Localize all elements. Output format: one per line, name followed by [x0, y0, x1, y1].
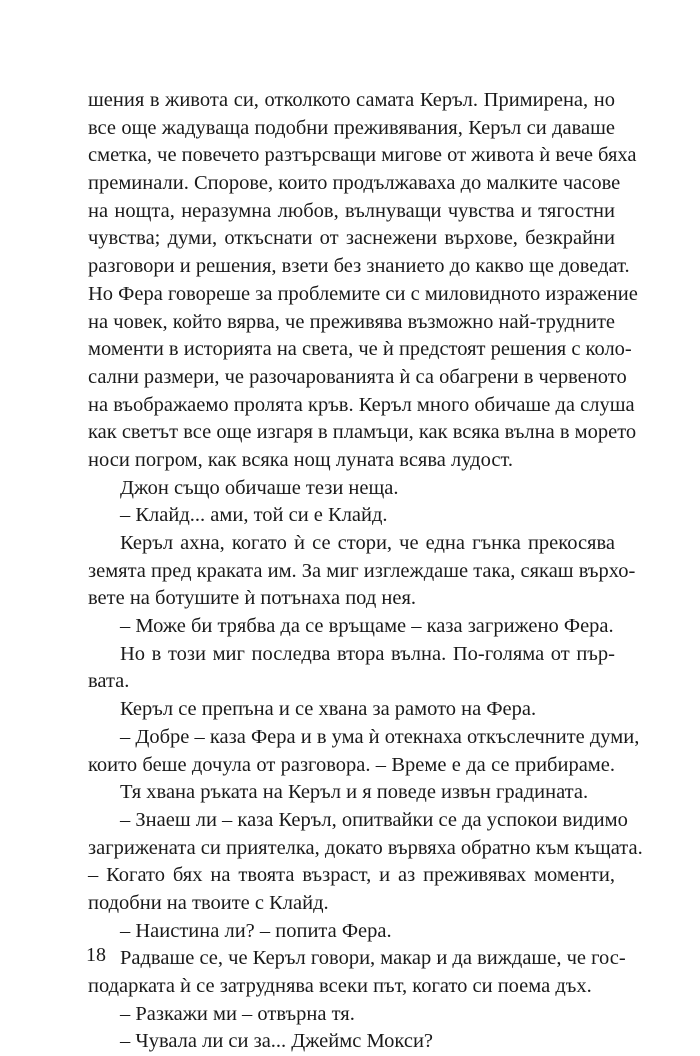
text-line: вата.	[88, 670, 130, 693]
text-line: сметка, че повечето разтърсващи мигове от живота ѝ вече бяха	[88, 144, 637, 167]
text-line: шения в живота си, отколкото самата Керъл. Примирена, но	[88, 89, 615, 111]
text-line: носи погром, как всяка нощ луната всява лудост.	[88, 448, 514, 471]
text-line: моменти в историята на света, че ѝ предстоят решения с коло-	[88, 338, 632, 361]
text-line: Но Фера говореше за проблемите си с миловидното изражение	[88, 282, 638, 305]
text-line: – Знаеш ли – каза Керъл, опитвайки се да успокои видимо	[120, 808, 628, 831]
text-line: – Разкажи ми – отвърна тя.	[120, 1002, 355, 1025]
text-line: Керъл се препъна и се хвана за рамото на Фера.	[120, 698, 537, 721]
text-line: Тя хвана ръката на Керъл и я поведе извън градината.	[120, 781, 589, 804]
text-line: – Клайд... ами, той си е Клайд.	[120, 504, 388, 527]
text-line: на човек, който вярва, че преживява възможно най-трудните	[88, 310, 615, 333]
text-line: Керъл ахна, когато ѝ се стори, че една гънка прекосява	[120, 532, 615, 554]
text-line: земята пред краката им. За миг изглеждаше така, сякаш върхо-	[88, 559, 636, 582]
text-line: как светът все още изгаря в пламъци, как всяка вълна в морето	[88, 421, 637, 444]
text-line: разговори и решения, взети без знанието до какво ще доведат.	[88, 255, 630, 278]
text-line: – Може би трябва да се връщаме – каза загрижено Фера.	[120, 615, 614, 638]
body-text	[88, 87, 643, 1056]
text-line: – Добре – каза Фера и в ума ѝ отекнаха откъслечните думи,	[120, 725, 640, 748]
text-line: подарката ѝ се затруднява всеки път, когато си поема дъх.	[88, 975, 592, 997]
text-line: все още жадуваща подобни преживявания, Керъл си даваше	[88, 116, 615, 139]
text-line: чувства; думи, откъснати от заснежени върхове, безкрайни	[88, 227, 615, 250]
text-line: преминали. Спорове, които продължаваха до малките часове	[88, 172, 621, 195]
text-line: Радваше се, че Керъл говори, макар и да виждаше, че гос-	[120, 947, 626, 970]
text-line: Но в този миг последва втора вълна. По-голяма от пър-	[120, 642, 615, 665]
text-line: Джон също обичаше тези неща.	[120, 476, 399, 499]
text-line: които беше дочула от разговора. – Време е да се прибираме.	[88, 753, 615, 776]
text-line: подобни на твоите с Клайд.	[88, 891, 329, 914]
text-line: – Наистина ли? – попита Фера.	[120, 919, 392, 942]
text-line: – Чувала ли си за... Джеймс Мокси?	[120, 1030, 434, 1053]
text-line: сални размери, че разочарованията ѝ са обагрени в червеното	[88, 365, 627, 388]
page-number: 18	[86, 944, 106, 966]
text-line: – Когато бях на твоята възраст, и аз преживявах моменти,	[88, 864, 615, 887]
text-line: вете на ботушите ѝ потънаха под нея.	[88, 587, 417, 610]
text-line: на нощта, неразумна любов, вълнуващи чувства и тягостни	[88, 199, 615, 222]
text-line: на въображаемо пролята кръв. Керъл много обичаше да слуша	[88, 393, 635, 416]
text-line: загрижената си приятелка, докато вървяха обратно към къщата.	[88, 836, 643, 859]
